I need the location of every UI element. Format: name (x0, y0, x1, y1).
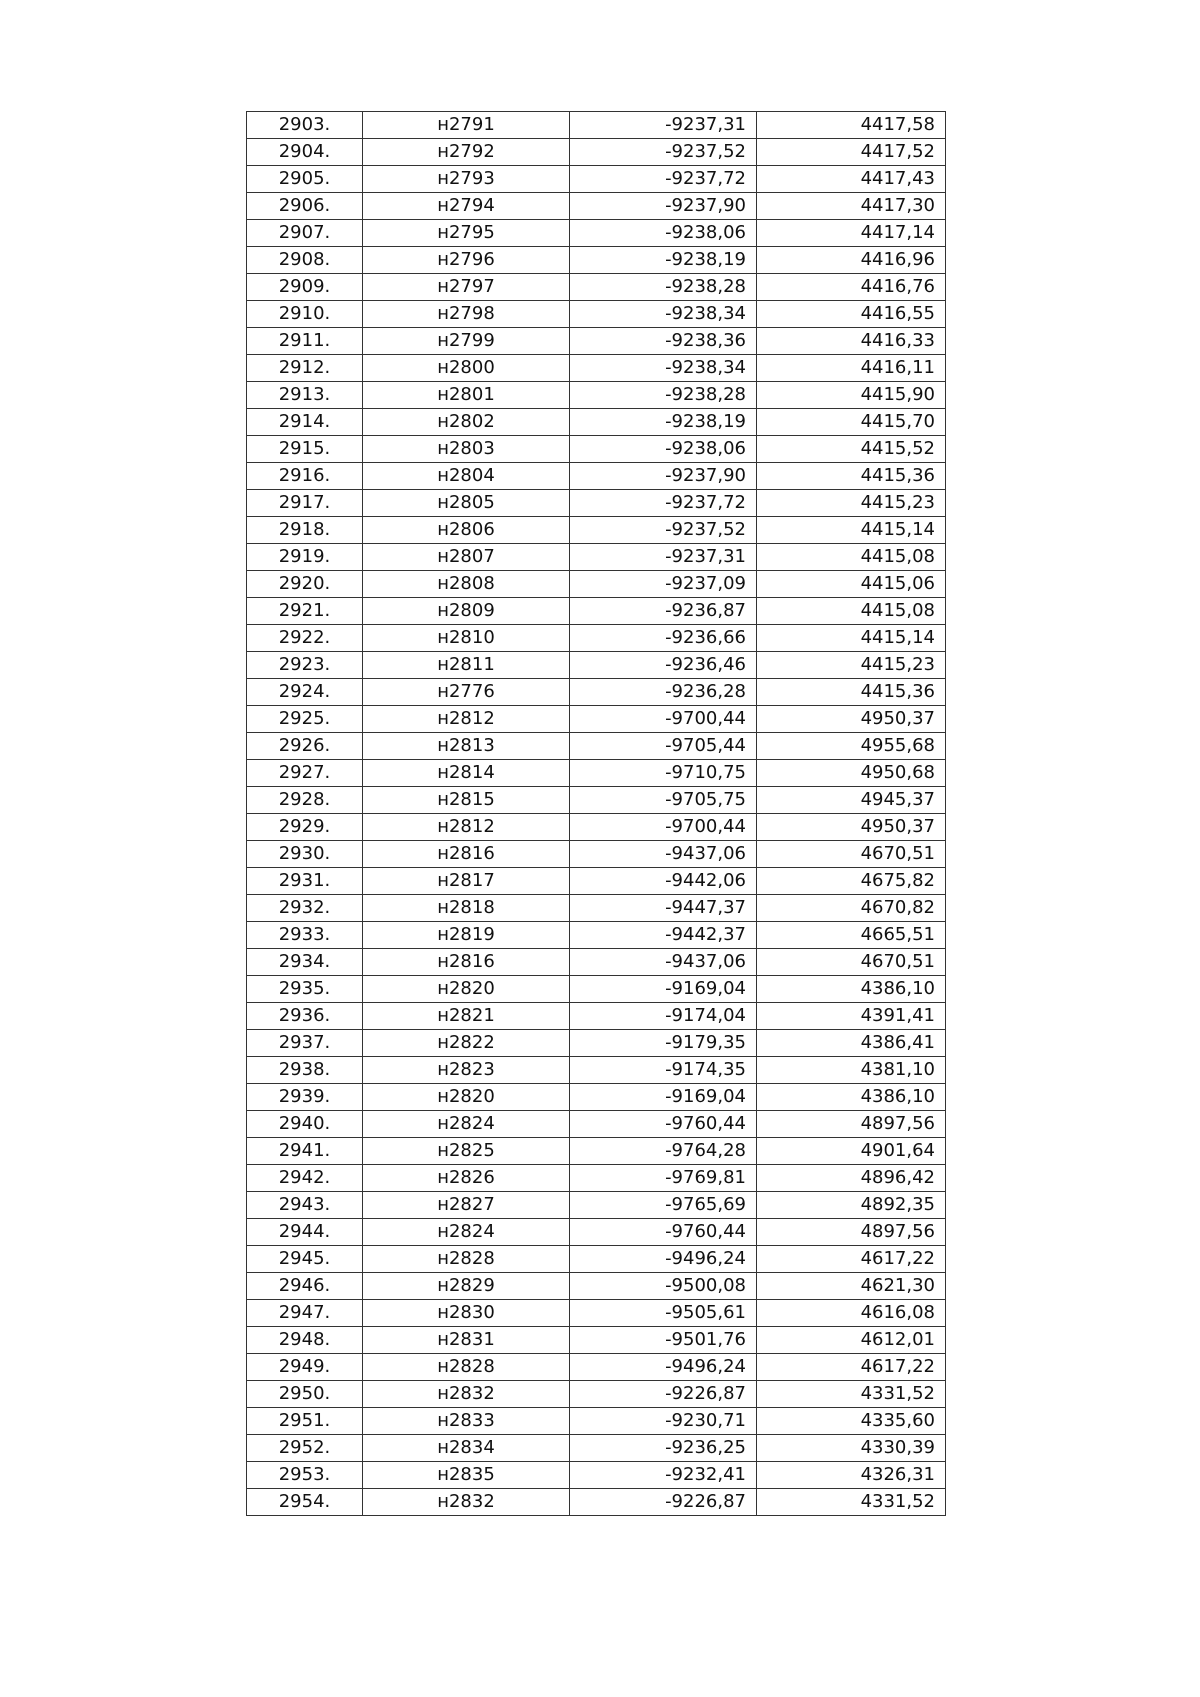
x-coordinate-cell: -9238,19 (570, 247, 757, 274)
y-coordinate-cell: 4417,58 (757, 112, 946, 139)
point-name-cell: н2798 (363, 301, 570, 328)
table-row (247, 301, 946, 328)
x-coordinate-cell: -9237,31 (570, 544, 757, 571)
x-coordinate-cell: -9236,66 (570, 625, 757, 652)
x-coordinate-cell: -9238,34 (570, 355, 757, 382)
y-coordinate-cell: 4945,37 (757, 787, 946, 814)
table-row (247, 112, 946, 139)
x-coordinate-cell: -9764,28 (570, 1138, 757, 1165)
row-number-cell: 2932. (247, 895, 363, 922)
table-row (247, 1003, 946, 1030)
row-number-cell: 2917. (247, 490, 363, 517)
x-coordinate-cell: -9437,06 (570, 949, 757, 976)
y-coordinate-cell: 4335,60 (757, 1408, 946, 1435)
y-coordinate-cell: 4897,56 (757, 1111, 946, 1138)
x-coordinate-cell: -9765,69 (570, 1192, 757, 1219)
y-coordinate-cell: 4415,14 (757, 625, 946, 652)
row-number-cell: 2940. (247, 1111, 363, 1138)
point-name-cell: н2810 (363, 625, 570, 652)
table-row (247, 949, 946, 976)
row-number-cell: 2953. (247, 1462, 363, 1489)
row-number-cell: 2954. (247, 1489, 363, 1516)
coordinates-table (246, 111, 946, 1516)
row-number-cell: 2938. (247, 1057, 363, 1084)
point-name-cell: н2776 (363, 679, 570, 706)
y-coordinate-cell: 4416,33 (757, 328, 946, 355)
row-number-cell: 2919. (247, 544, 363, 571)
y-coordinate-cell: 4415,14 (757, 517, 946, 544)
row-number-cell: 2951. (247, 1408, 363, 1435)
table-row (247, 1354, 946, 1381)
y-coordinate-cell: 4416,11 (757, 355, 946, 382)
row-number-cell: 2920. (247, 571, 363, 598)
row-number-cell: 2914. (247, 409, 363, 436)
table-row (247, 1327, 946, 1354)
table-row (247, 436, 946, 463)
row-number-cell: 2929. (247, 814, 363, 841)
x-coordinate-cell: -9236,87 (570, 598, 757, 625)
row-number-cell: 2916. (247, 463, 363, 490)
x-coordinate-cell: -9237,31 (570, 112, 757, 139)
point-name-cell: н2828 (363, 1246, 570, 1273)
row-number-cell: 2930. (247, 841, 363, 868)
row-number-cell: 2915. (247, 436, 363, 463)
x-coordinate-cell: -9238,28 (570, 382, 757, 409)
x-coordinate-cell: -9760,44 (570, 1111, 757, 1138)
y-coordinate-cell: 4950,37 (757, 706, 946, 733)
y-coordinate-cell: 4415,90 (757, 382, 946, 409)
x-coordinate-cell: -9705,44 (570, 733, 757, 760)
x-coordinate-cell: -9237,52 (570, 139, 757, 166)
row-number-cell: 2927. (247, 760, 363, 787)
row-number-cell: 2952. (247, 1435, 363, 1462)
y-coordinate-cell: 4675,82 (757, 868, 946, 895)
table-row (247, 1057, 946, 1084)
point-name-cell: н2805 (363, 490, 570, 517)
x-coordinate-cell: -9769,81 (570, 1165, 757, 1192)
x-coordinate-cell: -9238,06 (570, 220, 757, 247)
x-coordinate-cell: -9226,87 (570, 1381, 757, 1408)
row-number-cell: 2939. (247, 1084, 363, 1111)
x-coordinate-cell: -9236,25 (570, 1435, 757, 1462)
point-name-cell: н2832 (363, 1381, 570, 1408)
point-name-cell: н2824 (363, 1111, 570, 1138)
row-number-cell: 2934. (247, 949, 363, 976)
point-name-cell: н2797 (363, 274, 570, 301)
row-number-cell: 2923. (247, 652, 363, 679)
point-name-cell: н2823 (363, 1057, 570, 1084)
table-row (247, 652, 946, 679)
y-coordinate-cell: 4326,31 (757, 1462, 946, 1489)
x-coordinate-cell: -9760,44 (570, 1219, 757, 1246)
point-name-cell: н2801 (363, 382, 570, 409)
table-row (247, 1300, 946, 1327)
table-row (247, 1111, 946, 1138)
y-coordinate-cell: 4955,68 (757, 733, 946, 760)
point-name-cell: н2834 (363, 1435, 570, 1462)
y-coordinate-cell: 4416,96 (757, 247, 946, 274)
row-number-cell: 2911. (247, 328, 363, 355)
x-coordinate-cell: -9238,19 (570, 409, 757, 436)
point-name-cell: н2796 (363, 247, 570, 274)
y-coordinate-cell: 4415,36 (757, 463, 946, 490)
row-number-cell: 2937. (247, 1030, 363, 1057)
point-name-cell: н2814 (363, 760, 570, 787)
row-number-cell: 2933. (247, 922, 363, 949)
y-coordinate-cell: 4415,08 (757, 544, 946, 571)
y-coordinate-cell: 4670,82 (757, 895, 946, 922)
y-coordinate-cell: 4416,55 (757, 301, 946, 328)
point-name-cell: н2821 (363, 1003, 570, 1030)
x-coordinate-cell: -9238,28 (570, 274, 757, 301)
point-name-cell: н2816 (363, 841, 570, 868)
x-coordinate-cell: -9236,46 (570, 652, 757, 679)
y-coordinate-cell: 4417,52 (757, 139, 946, 166)
y-coordinate-cell: 4381,10 (757, 1057, 946, 1084)
table-row (247, 679, 946, 706)
y-coordinate-cell: 4415,23 (757, 652, 946, 679)
point-name-cell: н2833 (363, 1408, 570, 1435)
x-coordinate-cell: -9442,37 (570, 922, 757, 949)
table-row (247, 625, 946, 652)
y-coordinate-cell: 4415,70 (757, 409, 946, 436)
x-coordinate-cell: -9501,76 (570, 1327, 757, 1354)
y-coordinate-cell: 4612,01 (757, 1327, 946, 1354)
x-coordinate-cell: -9442,06 (570, 868, 757, 895)
y-coordinate-cell: 4901,64 (757, 1138, 946, 1165)
table-row (247, 895, 946, 922)
y-coordinate-cell: 4415,06 (757, 571, 946, 598)
x-coordinate-cell: -9705,75 (570, 787, 757, 814)
point-name-cell: н2831 (363, 1327, 570, 1354)
x-coordinate-cell: -9700,44 (570, 814, 757, 841)
point-name-cell: н2820 (363, 976, 570, 1003)
row-number-cell: 2918. (247, 517, 363, 544)
table-row (247, 382, 946, 409)
row-number-cell: 2905. (247, 166, 363, 193)
table-row (247, 1138, 946, 1165)
x-coordinate-cell: -9447,37 (570, 895, 757, 922)
point-name-cell: н2824 (363, 1219, 570, 1246)
x-coordinate-cell: -9238,06 (570, 436, 757, 463)
table-row (247, 1219, 946, 1246)
table-row (247, 814, 946, 841)
y-coordinate-cell: 4617,22 (757, 1354, 946, 1381)
y-coordinate-cell: 4330,39 (757, 1435, 946, 1462)
row-number-cell: 2921. (247, 598, 363, 625)
y-coordinate-cell: 4670,51 (757, 841, 946, 868)
x-coordinate-cell: -9500,08 (570, 1273, 757, 1300)
point-name-cell: н2792 (363, 139, 570, 166)
x-coordinate-cell: -9237,90 (570, 193, 757, 220)
y-coordinate-cell: 4386,10 (757, 976, 946, 1003)
table-row (247, 1030, 946, 1057)
y-coordinate-cell: 4386,41 (757, 1030, 946, 1057)
table-row (247, 463, 946, 490)
point-name-cell: н2812 (363, 706, 570, 733)
y-coordinate-cell: 4621,30 (757, 1273, 946, 1300)
table-row (247, 166, 946, 193)
y-coordinate-cell: 4417,30 (757, 193, 946, 220)
point-name-cell: н2808 (363, 571, 570, 598)
row-number-cell: 2925. (247, 706, 363, 733)
point-name-cell: н2816 (363, 949, 570, 976)
y-coordinate-cell: 4950,68 (757, 760, 946, 787)
x-coordinate-cell: -9169,04 (570, 1084, 757, 1111)
table-row (247, 274, 946, 301)
point-name-cell: н2806 (363, 517, 570, 544)
x-coordinate-cell: -9505,61 (570, 1300, 757, 1327)
x-coordinate-cell: -9237,90 (570, 463, 757, 490)
x-coordinate-cell: -9179,35 (570, 1030, 757, 1057)
y-coordinate-cell: 4331,52 (757, 1381, 946, 1408)
table-row (247, 193, 946, 220)
point-name-cell: н2811 (363, 652, 570, 679)
point-name-cell: н2802 (363, 409, 570, 436)
x-coordinate-cell: -9238,36 (570, 328, 757, 355)
point-name-cell: н2804 (363, 463, 570, 490)
table-row (247, 1408, 946, 1435)
y-coordinate-cell: 4665,51 (757, 922, 946, 949)
y-coordinate-cell: 4331,52 (757, 1489, 946, 1516)
table-row (247, 1192, 946, 1219)
y-coordinate-cell: 4416,76 (757, 274, 946, 301)
x-coordinate-cell: -9437,06 (570, 841, 757, 868)
y-coordinate-cell: 4950,37 (757, 814, 946, 841)
table-row (247, 1489, 946, 1516)
row-number-cell: 2941. (247, 1138, 363, 1165)
row-number-cell: 2922. (247, 625, 363, 652)
point-name-cell: н2829 (363, 1273, 570, 1300)
row-number-cell: 2926. (247, 733, 363, 760)
x-coordinate-cell: -9237,52 (570, 517, 757, 544)
row-number-cell: 2945. (247, 1246, 363, 1273)
row-number-cell: 2936. (247, 1003, 363, 1030)
table-row (247, 409, 946, 436)
point-name-cell: н2799 (363, 328, 570, 355)
table-row (247, 706, 946, 733)
y-coordinate-cell: 4616,08 (757, 1300, 946, 1327)
row-number-cell: 2949. (247, 1354, 363, 1381)
row-number-cell: 2944. (247, 1219, 363, 1246)
y-coordinate-cell: 4417,43 (757, 166, 946, 193)
table-row (247, 1246, 946, 1273)
table-row (247, 1381, 946, 1408)
x-coordinate-cell: -9169,04 (570, 976, 757, 1003)
x-coordinate-cell: -9174,04 (570, 1003, 757, 1030)
table-row (247, 544, 946, 571)
x-coordinate-cell: -9496,24 (570, 1354, 757, 1381)
x-coordinate-cell: -9237,72 (570, 166, 757, 193)
x-coordinate-cell: -9174,35 (570, 1057, 757, 1084)
point-name-cell: н2819 (363, 922, 570, 949)
x-coordinate-cell: -9230,71 (570, 1408, 757, 1435)
point-name-cell: н2826 (363, 1165, 570, 1192)
point-name-cell: н2830 (363, 1300, 570, 1327)
row-number-cell: 2942. (247, 1165, 363, 1192)
x-coordinate-cell: -9236,28 (570, 679, 757, 706)
point-name-cell: н2817 (363, 868, 570, 895)
y-coordinate-cell: 4391,41 (757, 1003, 946, 1030)
table-row (247, 1084, 946, 1111)
table-row (247, 328, 946, 355)
table-row (247, 1435, 946, 1462)
point-name-cell: н2832 (363, 1489, 570, 1516)
point-name-cell: н2835 (363, 1462, 570, 1489)
point-name-cell: н2794 (363, 193, 570, 220)
row-number-cell: 2907. (247, 220, 363, 247)
x-coordinate-cell: -9710,75 (570, 760, 757, 787)
coordinates-table-body (247, 112, 946, 1516)
point-name-cell: н2807 (363, 544, 570, 571)
table-row (247, 760, 946, 787)
row-number-cell: 2947. (247, 1300, 363, 1327)
x-coordinate-cell: -9237,72 (570, 490, 757, 517)
y-coordinate-cell: 4415,36 (757, 679, 946, 706)
row-number-cell: 2931. (247, 868, 363, 895)
y-coordinate-cell: 4415,08 (757, 598, 946, 625)
table-row (247, 517, 946, 544)
point-name-cell: н2803 (363, 436, 570, 463)
x-coordinate-cell: -9237,09 (570, 571, 757, 598)
row-number-cell: 2943. (247, 1192, 363, 1219)
y-coordinate-cell: 4617,22 (757, 1246, 946, 1273)
table-row (247, 1462, 946, 1489)
table-row (247, 787, 946, 814)
table-row (247, 841, 946, 868)
x-coordinate-cell: -9226,87 (570, 1489, 757, 1516)
point-name-cell: н2793 (363, 166, 570, 193)
table-row (247, 139, 946, 166)
table-row (247, 220, 946, 247)
table-row (247, 247, 946, 274)
point-name-cell: н2828 (363, 1354, 570, 1381)
y-coordinate-cell: 4417,14 (757, 220, 946, 247)
table-row (247, 976, 946, 1003)
point-name-cell: н2795 (363, 220, 570, 247)
point-name-cell: н2791 (363, 112, 570, 139)
row-number-cell: 2903. (247, 112, 363, 139)
point-name-cell: н2812 (363, 814, 570, 841)
y-coordinate-cell: 4670,51 (757, 949, 946, 976)
point-name-cell: н2815 (363, 787, 570, 814)
table-row (247, 922, 946, 949)
x-coordinate-cell: -9232,41 (570, 1462, 757, 1489)
table-row (247, 490, 946, 517)
table-row (247, 571, 946, 598)
point-name-cell: н2825 (363, 1138, 570, 1165)
row-number-cell: 2910. (247, 301, 363, 328)
table-row (247, 868, 946, 895)
y-coordinate-cell: 4892,35 (757, 1192, 946, 1219)
row-number-cell: 2913. (247, 382, 363, 409)
row-number-cell: 2908. (247, 247, 363, 274)
point-name-cell: н2809 (363, 598, 570, 625)
row-number-cell: 2946. (247, 1273, 363, 1300)
point-name-cell: н2820 (363, 1084, 570, 1111)
y-coordinate-cell: 4415,23 (757, 490, 946, 517)
point-name-cell: н2827 (363, 1192, 570, 1219)
row-number-cell: 2935. (247, 976, 363, 1003)
row-number-cell: 2906. (247, 193, 363, 220)
y-coordinate-cell: 4897,56 (757, 1219, 946, 1246)
row-number-cell: 2950. (247, 1381, 363, 1408)
point-name-cell: н2813 (363, 733, 570, 760)
table-row (247, 1273, 946, 1300)
x-coordinate-cell: -9238,34 (570, 301, 757, 328)
row-number-cell: 2912. (247, 355, 363, 382)
point-name-cell: н2818 (363, 895, 570, 922)
point-name-cell: н2800 (363, 355, 570, 382)
table-row (247, 1165, 946, 1192)
row-number-cell: 2948. (247, 1327, 363, 1354)
row-number-cell: 2928. (247, 787, 363, 814)
y-coordinate-cell: 4415,52 (757, 436, 946, 463)
row-number-cell: 2904. (247, 139, 363, 166)
y-coordinate-cell: 4896,42 (757, 1165, 946, 1192)
row-number-cell: 2909. (247, 274, 363, 301)
table-row (247, 355, 946, 382)
table-row (247, 733, 946, 760)
x-coordinate-cell: -9496,24 (570, 1246, 757, 1273)
point-name-cell: н2822 (363, 1030, 570, 1057)
row-number-cell: 2924. (247, 679, 363, 706)
y-coordinate-cell: 4386,10 (757, 1084, 946, 1111)
x-coordinate-cell: -9700,44 (570, 706, 757, 733)
table-row (247, 598, 946, 625)
